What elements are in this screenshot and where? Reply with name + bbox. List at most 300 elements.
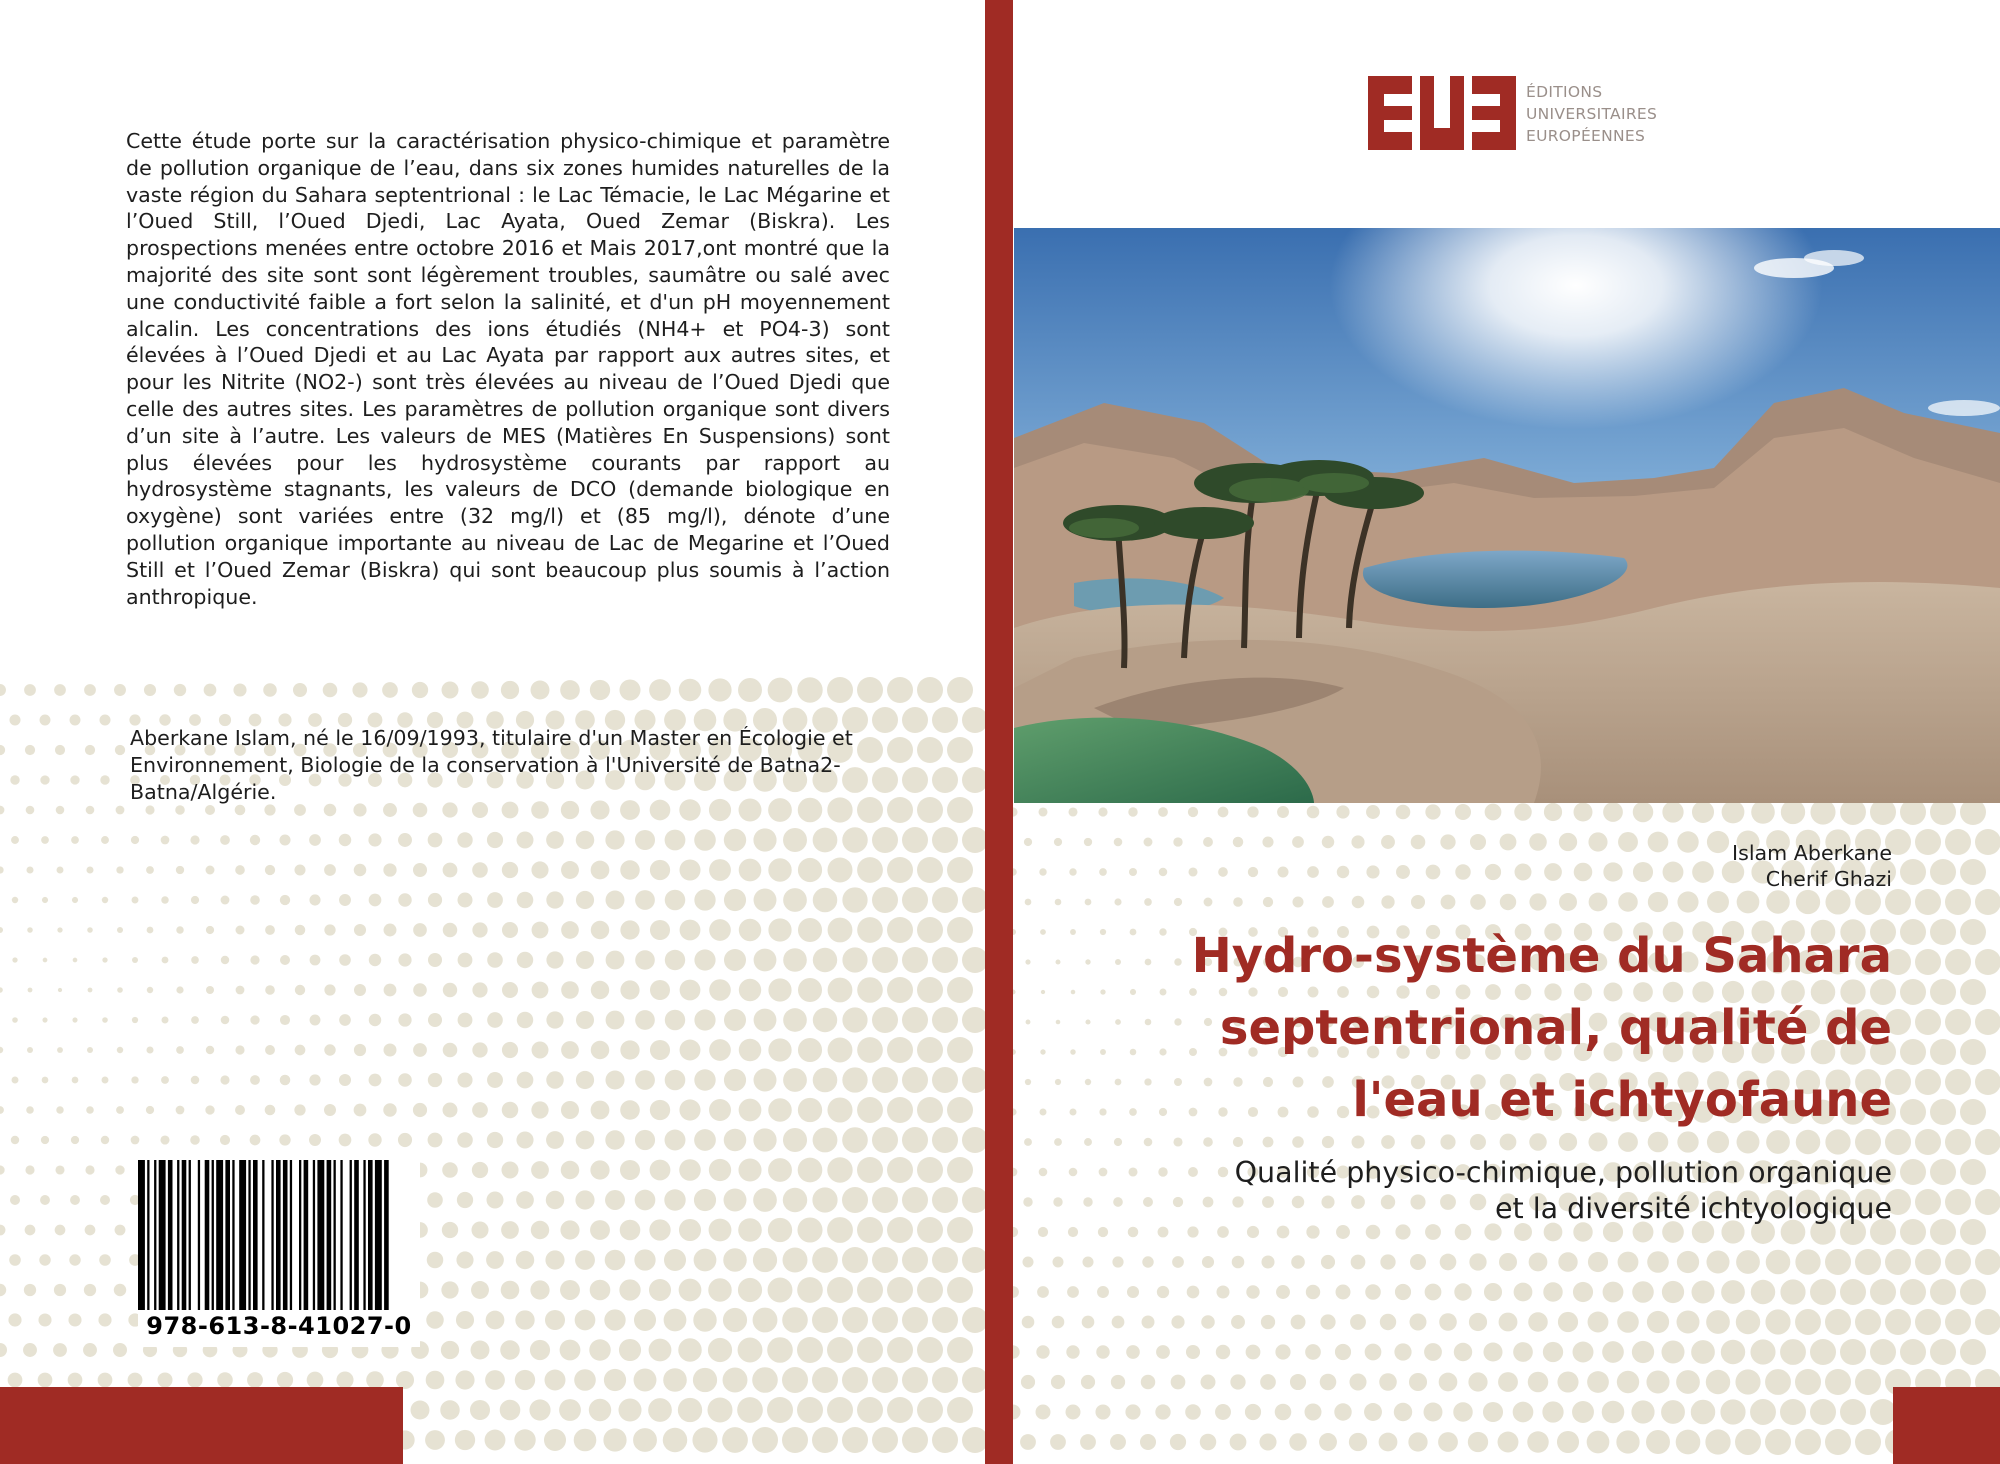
pattern-dot [1960, 979, 1986, 1005]
pattern-dot [233, 683, 246, 696]
pattern-dot [1337, 866, 1349, 878]
pattern-dot [738, 678, 762, 702]
pattern-dot [324, 984, 335, 995]
pattern-dot [1322, 896, 1334, 908]
pattern-dot [129, 714, 140, 725]
barcode-bar [138, 1160, 145, 1310]
pattern-dot [1825, 889, 1850, 914]
pattern-dot [146, 866, 154, 874]
pattern-dot [132, 957, 138, 963]
pattern-dot [887, 1337, 913, 1363]
pattern-dot [1275, 1404, 1292, 1421]
pattern-dot [1068, 1227, 1078, 1237]
pattern-dot [650, 980, 670, 1000]
pattern-dot [576, 1071, 594, 1089]
pattern-dot [336, 1371, 353, 1388]
pattern-dot [962, 1127, 985, 1153]
pattern-dot [1186, 1345, 1200, 1359]
pattern-dot [1425, 1284, 1442, 1301]
publisher-line-3: EUROPÉENNES [1526, 127, 1646, 145]
pattern-dot [783, 1188, 807, 1212]
pattern-dot [917, 1097, 943, 1123]
pattern-dot [1559, 893, 1577, 911]
pattern-dot [1277, 806, 1289, 818]
pattern-dot [175, 805, 185, 815]
pattern-dot [620, 980, 639, 999]
pattern-dot [917, 917, 943, 943]
pattern-dot [1158, 807, 1168, 817]
pattern-dot [0, 684, 6, 696]
pattern-dot [1351, 835, 1364, 848]
pattern-dot [872, 887, 898, 913]
pattern-dot [1485, 804, 1502, 821]
pattern-dot [1930, 1339, 1956, 1365]
pattern-dot [69, 1254, 80, 1265]
pattern-dot [354, 864, 367, 877]
pattern-dot [1351, 1255, 1366, 1270]
pattern-dot [55, 1225, 66, 1236]
pattern-dot [295, 1045, 306, 1056]
pattern-dot [1485, 864, 1501, 880]
pattern-dot [1322, 1136, 1334, 1148]
pattern-dot [1319, 1433, 1337, 1451]
pattern-dot [1263, 897, 1273, 907]
pattern-dot [85, 1225, 96, 1236]
pattern-dot [1705, 1429, 1730, 1454]
pattern-dot [1648, 832, 1669, 853]
pattern-dot [486, 1251, 504, 1269]
pattern-dot [1096, 1345, 1109, 1358]
pattern-dot [457, 832, 472, 847]
pattern-dot [783, 828, 807, 852]
pattern-dot [250, 1015, 259, 1024]
pattern-dot [1855, 1369, 1881, 1395]
pattern-dot [1513, 1342, 1533, 1362]
pattern-dot [1396, 805, 1411, 820]
pattern-dot [1721, 1340, 1745, 1364]
pattern-dot [71, 836, 79, 844]
pattern-dot [561, 1041, 579, 1059]
pattern-dot [514, 1429, 535, 1450]
pattern-dot [1528, 1372, 1548, 1392]
pattern-dot [902, 1067, 928, 1093]
pattern-dot [813, 1128, 838, 1153]
pattern-dot [1602, 1341, 1624, 1363]
pattern-dot [1602, 1401, 1625, 1424]
pattern-dot [1260, 1374, 1276, 1390]
barcode-bar [216, 1160, 223, 1310]
pattern-dot [842, 1367, 868, 1393]
title-line-2: septentrional, qualité de [1219, 1000, 1892, 1056]
pattern-dot [1200, 1434, 1216, 1450]
pattern-dot [606, 951, 625, 970]
pattern-dot [250, 1075, 260, 1085]
back-cover-blurb: Cette étude porte sur la caractérisation physico-chimique et paramètre de pollution organique de l’eau, dans six zones humides naturelles de la vaste région du Sahara septentrional : le Lac Témacie, le Lac Mégarine et l’Oued Still, l’Oued Djedi, Lac Ayata, Oued Zemar (Biskra). Les prospections menées entre octobre 2016 et Mais 2017,ont montré que la majorité des site sont sont légèrement troubles, saumâtre ou salé avec une conductivité faible a fort selon la salinité, et d'un pH moyennement alcalin. Les concentrations des ions étudiés (NH4+ et PO4-3) sont élevées à l’Oued Djedi et au Lac Ayata par rapport aux autres sites, et pour les Nitrite (NO2-) sont très élevées au niveau de l’Oued Djedi que celle des autres sites. Les paramètres de pollution organique sont divers d’un site à l’autre. Les valeurs de MES (Matières En Suspensions) sont plus élevées pour les hydrosystème courants par rapport au hydrosystème stagnants, les valeurs de DCO (demande biologique en oxygène) sont variées entre (32 mg/l) et (85 mg/l), dénote d’une pollution organique importante au niveau de Lac de Megarine et l’Oued Still et l’Oued Zemar (Biskra) qui sont beaucoup plus soumis à l’action anthropique. [126, 129, 890, 609]
pattern-dot [56, 806, 65, 815]
pattern-dot [1930, 1099, 1956, 1125]
title-line-3: l'eau et ichtyofaune [1352, 1072, 1892, 1128]
pattern-dot [1930, 979, 1956, 1005]
pattern-dot [1751, 800, 1775, 824]
pattern-dot [1960, 919, 1986, 945]
pattern-dot [220, 835, 230, 845]
pattern-dot [442, 1222, 458, 1238]
pattern-dot [1499, 1253, 1517, 1271]
pattern-dot [737, 1397, 763, 1423]
pattern-dot [324, 1104, 336, 1116]
pattern-dot [1261, 1255, 1274, 1268]
pattern-dot [649, 1279, 671, 1301]
pattern-dot [531, 1161, 549, 1179]
pattern-dot [1155, 1404, 1170, 1419]
pattern-dot [1574, 863, 1593, 882]
pattern-dot [887, 677, 913, 703]
pattern-dot [1691, 1340, 1715, 1364]
pattern-dot [1024, 838, 1032, 846]
pattern-dot [679, 1279, 702, 1302]
pattern-dot [902, 1307, 928, 1333]
pattern-dot [1795, 1249, 1820, 1274]
pattern-dot [1706, 1310, 1730, 1334]
pattern-dot [1840, 1339, 1866, 1365]
pattern-dot [1085, 959, 1090, 964]
pattern-dot [1900, 1339, 1926, 1365]
pattern-dot [354, 1104, 367, 1117]
pattern-dot [842, 1007, 867, 1032]
pattern-dot [1930, 1279, 1956, 1305]
back-cover-red-bar [0, 1387, 403, 1464]
pattern-dot [1025, 959, 1030, 964]
pattern-dot [0, 1225, 5, 1236]
pattern-dot [768, 1098, 792, 1122]
pattern-dot [457, 1192, 473, 1208]
pattern-dot [68, 1313, 81, 1326]
pattern-dot [1780, 1399, 1806, 1425]
pattern-dot [1766, 890, 1790, 914]
pattern-dot [962, 1007, 985, 1033]
pattern-dot [767, 1397, 793, 1423]
pattern-dot [605, 1250, 626, 1271]
pattern-dot [307, 1372, 324, 1389]
pattern-dot [902, 1127, 928, 1153]
barcode-bar [313, 1160, 315, 1310]
pattern-dot [132, 897, 139, 904]
pattern-dot [1381, 895, 1394, 908]
pattern-dot [339, 834, 351, 846]
pattern-dot [443, 1103, 458, 1118]
pattern-dot [58, 988, 62, 992]
pattern-dot [635, 950, 655, 970]
pattern-dot [456, 1251, 473, 1268]
pattern-dot [605, 1130, 624, 1149]
pattern-dot [1945, 1309, 1971, 1335]
pattern-dot [1380, 1314, 1396, 1330]
pattern-dot [1751, 1280, 1775, 1304]
pattern-dot [8, 1373, 23, 1388]
pattern-dot [797, 1217, 822, 1242]
pattern-dot [98, 1313, 111, 1326]
pattern-dot [545, 1370, 566, 1391]
pattern-dot [0, 987, 3, 993]
pattern-dot [828, 978, 853, 1003]
pattern-dot [635, 1190, 656, 1211]
pattern-dot [663, 1428, 687, 1452]
pattern-dot [38, 1313, 51, 1326]
pattern-dot [842, 1187, 868, 1213]
pattern-dot [962, 1307, 985, 1333]
pattern-dot [1617, 1371, 1639, 1393]
pattern-dot [1144, 1138, 1153, 1147]
pattern-dot [828, 918, 853, 943]
pattern-dot [100, 775, 109, 784]
pattern-dot [1587, 1431, 1610, 1454]
pattern-dot [1013, 1345, 1020, 1358]
pattern-dot [1975, 1009, 2000, 1035]
pattern-dot [280, 1015, 290, 1025]
pattern-dot [1013, 1286, 1019, 1298]
pattern-dot [1277, 866, 1288, 877]
barcode-bar [147, 1160, 149, 1310]
pattern-dot [1707, 831, 1729, 853]
pattern-dot [739, 979, 761, 1001]
pattern-dot [872, 1247, 898, 1273]
pattern-dot [1603, 862, 1622, 881]
pattern-dot [693, 1308, 716, 1331]
pattern-dot [1825, 1369, 1851, 1395]
pattern-dot [1099, 1108, 1106, 1115]
pattern-dot [1112, 1316, 1125, 1329]
book-subtitle [1112, 1155, 1892, 1227]
pattern-dot [1201, 1315, 1215, 1329]
pattern-dot [86, 806, 95, 815]
pattern-dot [382, 682, 398, 698]
pattern-dot [902, 1247, 928, 1273]
pattern-dot [546, 1191, 564, 1209]
pattern-dot [635, 830, 655, 850]
pattern-dot [694, 829, 716, 851]
pattern-dot [1588, 832, 1607, 851]
pattern-dot [1544, 803, 1562, 821]
pattern-dot [1097, 1286, 1109, 1298]
pattern-dot [947, 917, 973, 943]
pattern-dot [887, 1157, 913, 1183]
pattern-dot [1750, 1339, 1775, 1364]
pattern-dot [739, 1099, 762, 1122]
pattern-dot [709, 979, 731, 1001]
pattern-dot [502, 1042, 518, 1058]
pattern-dot [71, 1136, 79, 1144]
pattern-dot [83, 1343, 97, 1357]
pattern-dot [369, 954, 381, 966]
pattern-dot [1424, 1403, 1443, 1422]
pattern-dot [427, 1252, 443, 1268]
pattern-dot [1232, 1256, 1245, 1269]
pattern-dot [457, 892, 472, 907]
pattern-dot [100, 1195, 110, 1205]
pattern-dot [1081, 1375, 1095, 1389]
pattern-dot [131, 1076, 138, 1083]
pattern-dot [265, 865, 275, 875]
pattern-dot [517, 1012, 533, 1028]
pattern-dot [798, 918, 822, 942]
pattern-dot [1722, 801, 1745, 824]
pattern-dot [1647, 1251, 1669, 1273]
pattern-dot [932, 707, 958, 733]
pattern-dot [114, 684, 126, 696]
pattern-dot [428, 1013, 442, 1027]
pattern-dot [947, 1277, 973, 1303]
pattern-dot [590, 1220, 610, 1240]
pattern-dot [680, 1040, 701, 1061]
pattern-dot [1515, 864, 1532, 881]
pattern-dot [1037, 1286, 1049, 1298]
pattern-dot [708, 678, 731, 701]
pattern-dot [54, 1284, 66, 1296]
pattern-dot [265, 1045, 275, 1055]
pattern-dot [620, 1220, 641, 1241]
pattern-dot [1736, 1250, 1760, 1274]
pattern-dot [280, 895, 290, 905]
pattern-dot [1202, 1256, 1214, 1268]
pattern-dot [962, 1247, 985, 1273]
pattern-dot [1513, 1402, 1534, 1423]
pattern-dot [398, 1013, 411, 1026]
pattern-dot [680, 920, 701, 941]
pattern-dot [27, 1047, 33, 1053]
pattern-dot [1439, 1373, 1458, 1392]
pattern-dot [561, 861, 579, 879]
pattern-dot [1529, 893, 1546, 910]
pattern-dot [472, 1102, 488, 1118]
pattern-dot [1083, 1197, 1092, 1206]
pattern-dot [1975, 1309, 2000, 1335]
pattern-dot [738, 1218, 762, 1242]
pattern-dot [813, 828, 838, 853]
pattern-dot [1855, 1249, 1881, 1275]
pattern-dot [1810, 799, 1835, 824]
pattern-dot [472, 982, 487, 997]
pattern-dot [650, 920, 670, 940]
pattern-dot [1500, 1134, 1517, 1151]
pattern-dot [1013, 868, 1017, 876]
pattern-dot [917, 1157, 943, 1183]
pattern-dot [722, 1427, 748, 1453]
pattern-dot [40, 775, 49, 784]
pattern-dot [383, 863, 396, 876]
pattern-dot [87, 1047, 93, 1053]
pattern-dot [487, 1132, 503, 1148]
pattern-dot [1157, 1286, 1169, 1298]
pattern-dot [1275, 1344, 1290, 1359]
pattern-dot [1233, 837, 1243, 847]
pattern-dot [1185, 1404, 1201, 1420]
pattern-dot [73, 958, 78, 963]
pattern-dot [680, 980, 701, 1001]
pattern-dot [1158, 1227, 1169, 1238]
pattern-dot [1292, 1136, 1304, 1148]
pattern-dot [872, 1127, 898, 1153]
pattern-dot [1618, 1252, 1639, 1273]
barcode-bar [189, 1160, 191, 1310]
pattern-dot [709, 859, 731, 881]
pattern-dot [57, 1047, 63, 1053]
pattern-dot [872, 1187, 898, 1213]
pattern-dot [1780, 1279, 1805, 1304]
pattern-dot [932, 1007, 958, 1033]
pattern-dot [620, 1040, 639, 1059]
barcode-bar [177, 1160, 179, 1310]
pattern-dot [1441, 895, 1456, 910]
pattern-dot [902, 887, 928, 913]
pattern-dot [339, 1134, 352, 1147]
pattern-dot [650, 860, 670, 880]
pattern-dot [649, 679, 671, 701]
pattern-dot [455, 1430, 475, 1450]
pattern-dot [1975, 1129, 2000, 1155]
barcode-bar [168, 1160, 173, 1310]
pattern-dot [1706, 1250, 1729, 1273]
barcode-bar [317, 1160, 324, 1310]
pattern-dot [707, 1397, 732, 1422]
pattern-dot [797, 1277, 823, 1303]
barcode-bar [212, 1160, 214, 1310]
pattern-dot [310, 955, 321, 966]
pattern-dot [12, 1017, 18, 1023]
pattern-dot [116, 806, 125, 815]
pattern-dot [1112, 1256, 1123, 1267]
pattern-dot [43, 958, 48, 963]
pattern-dot [131, 1136, 140, 1145]
pattern-dot [458, 953, 473, 968]
pattern-dot [26, 1106, 34, 1114]
pattern-dot [1589, 893, 1608, 912]
pattern-dot [162, 1017, 169, 1024]
pattern-dot [1765, 1309, 1790, 1334]
pattern-dot [1500, 894, 1516, 910]
pattern-dot [1394, 1343, 1411, 1360]
pattern-dot [798, 858, 822, 882]
pattern-dot [187, 1372, 202, 1387]
pattern-dot [1915, 1249, 1941, 1275]
barcode-bar [384, 1160, 389, 1310]
pattern-dot [1885, 1249, 1911, 1275]
pattern-dot [132, 1017, 138, 1023]
barcode-bar [205, 1160, 210, 1310]
pattern-dot [724, 1129, 746, 1151]
pattern-dot [368, 1133, 381, 1146]
pattern-dot [561, 921, 579, 939]
pattern-dot [857, 857, 883, 883]
pattern-dot [1307, 866, 1319, 878]
pattern-dot [190, 835, 199, 844]
pattern-dot [500, 1340, 520, 1360]
pattern-dot [1676, 1430, 1701, 1455]
pattern-dot [0, 1343, 7, 1357]
barcode-bar [375, 1160, 382, 1310]
pattern-dot [279, 834, 290, 845]
pattern-dot [1036, 1405, 1051, 1420]
pattern-dot [857, 1337, 883, 1363]
pattern-dot [1352, 896, 1365, 909]
pattern-dot [1140, 1434, 1156, 1450]
pattern-dot [324, 924, 335, 935]
pattern-dot [1114, 1138, 1122, 1146]
pattern-dot [1068, 807, 1077, 816]
pattern-dot [87, 927, 93, 933]
pattern-dot [221, 896, 230, 905]
pattern-dot [842, 887, 867, 912]
pattern-dot [1439, 1313, 1457, 1331]
